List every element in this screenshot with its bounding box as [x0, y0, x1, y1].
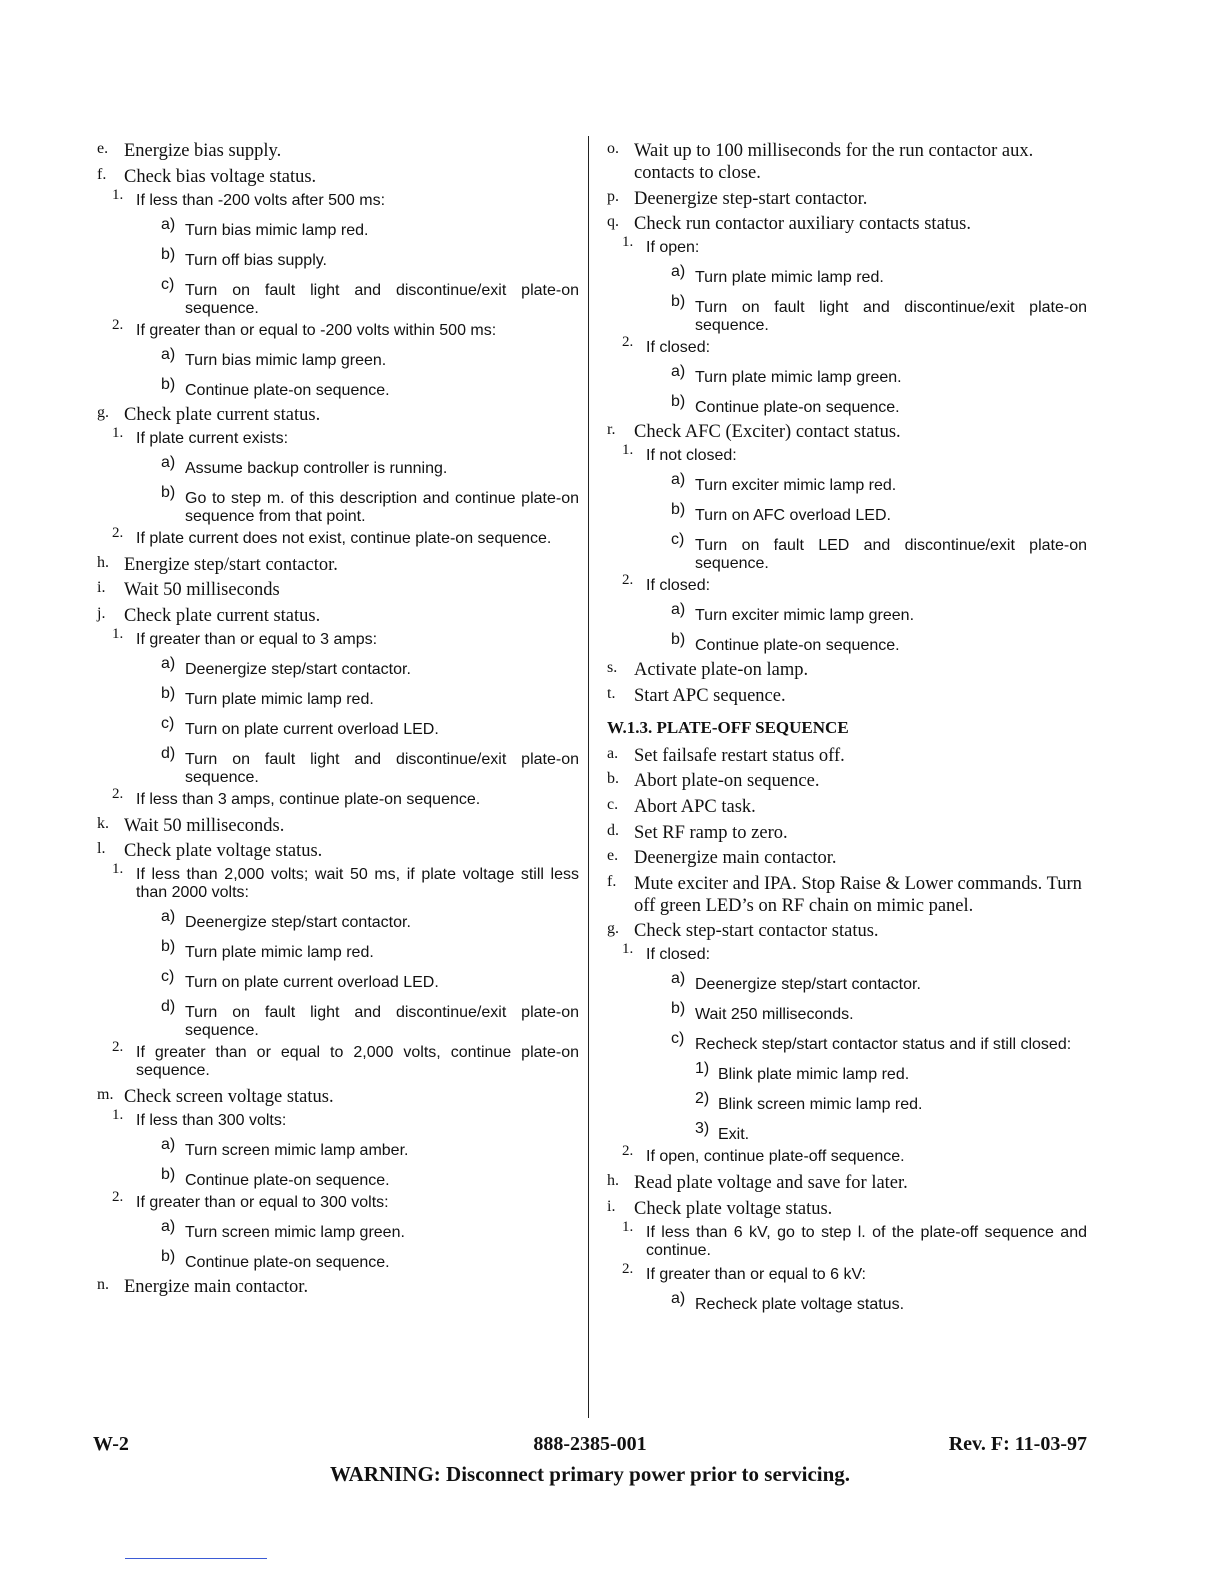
revision-date: Rev. F: 11-03-97	[948, 1433, 1087, 1455]
list-item	[607, 213, 1087, 235]
list-text: Deenergize step/start contactor.	[185, 914, 411, 932]
list-item	[607, 659, 1087, 681]
list-marker: b)	[671, 393, 686, 411]
list-marker: 1.	[622, 941, 634, 958]
list-marker: m.	[97, 1086, 114, 1104]
list-item	[97, 684, 579, 709]
list-text: Check plate voltage status.	[124, 841, 323, 862]
list-marker: 1.	[622, 442, 634, 459]
list-item	[97, 524, 579, 548]
list-text: If greater than or equal to 6 kV:	[646, 1265, 866, 1283]
list-marker: l.	[97, 840, 106, 858]
list-marker: a)	[161, 345, 176, 363]
list-item	[97, 424, 579, 448]
list-text: If plate current does not exist, continue plate-on sequence.	[136, 529, 552, 547]
list-item	[607, 1218, 1087, 1260]
list-text: Check plate voltage status.	[634, 1198, 833, 1219]
list-marker: 1.	[622, 234, 634, 251]
list-item	[97, 968, 579, 992]
list-text: If not closed:	[646, 447, 737, 465]
list-marker: 2.	[622, 1260, 634, 1277]
list-text: Activate plate-on lamp.	[634, 660, 809, 681]
list-marker: 1.	[112, 424, 124, 441]
list-item	[607, 770, 1087, 792]
list-marker: t.	[607, 684, 616, 702]
list-marker: g.	[607, 920, 619, 938]
list-marker: i.	[97, 579, 106, 597]
list-text: Read plate voltage and save for later.	[634, 1173, 908, 1194]
list-marker: a.	[607, 744, 619, 762]
list-marker: a)	[161, 1218, 176, 1236]
list-text: Wait 50 milliseconds.	[124, 815, 285, 836]
list-marker: b)	[161, 684, 176, 702]
list-marker: 2.	[622, 572, 634, 589]
list-item	[607, 572, 1087, 595]
right-column	[607, 140, 1087, 1318]
list-marker: c.	[607, 795, 619, 813]
list-marker: 2.	[112, 1189, 124, 1206]
list-text: If less than -200 volts after 500 ms:	[136, 191, 386, 209]
list-marker: a)	[671, 263, 686, 281]
list-text: Check screen voltage status.	[124, 1087, 334, 1108]
list-marker: b)	[671, 1000, 686, 1018]
list-item	[607, 442, 1087, 465]
list-text: Set RF ramp to zero.	[634, 822, 788, 843]
footer-link-underline	[125, 1558, 267, 1559]
list-item	[607, 685, 1087, 707]
list-item	[97, 375, 579, 400]
list-item	[97, 1166, 579, 1190]
list-item	[607, 140, 1087, 184]
list-item	[607, 847, 1087, 869]
list-item	[607, 920, 1087, 942]
list-marker: 2.	[112, 316, 124, 333]
list-item	[607, 1172, 1087, 1194]
page-number: W-2	[93, 1433, 129, 1455]
list-text: Turn plate mimic lamp red.	[185, 690, 374, 708]
list-text: Mute exciter and IPA. Stop Raise & Lower commands. Turn off green LED’s on RF chain on mimic panel.	[634, 873, 1082, 916]
list-text: Check bias voltage status.	[124, 166, 317, 187]
warning-notice: WARNING: Disconnect primary power prior to servicing.	[329, 1462, 851, 1486]
list-text: If greater than or equal to 3 amps:	[136, 630, 378, 648]
list-text: Wait 50 milliseconds	[124, 580, 280, 601]
list-marker: 1.	[112, 625, 124, 642]
list-marker: f.	[607, 872, 617, 890]
list-text: Check AFC (Exciter) contact status.	[634, 422, 901, 443]
list-marker: a)	[671, 471, 686, 489]
list-item	[607, 263, 1087, 287]
list-item	[607, 421, 1087, 443]
list-text: Start APC sequence.	[634, 685, 786, 706]
list-item	[97, 453, 579, 478]
list-marker: b)	[161, 1166, 176, 1184]
list-text: Check plate current status.	[124, 404, 321, 425]
list-marker: c)	[671, 1030, 685, 1048]
list-text: Blink plate mimic lamp red.	[718, 1066, 910, 1084]
list-marker: b)	[161, 375, 176, 393]
list-marker: b)	[671, 501, 686, 519]
list-text: Continue plate-on sequence.	[695, 399, 900, 417]
list-text: Wait up to 100 milliseconds for the run contactor aux. contacts to close.	[634, 141, 1034, 183]
list-item	[97, 861, 579, 902]
list-text: If less than 300 volts:	[136, 1112, 287, 1130]
list-text: Deenergize step/start contactor.	[185, 660, 411, 678]
list-text: Set failsafe restart status off.	[634, 745, 845, 766]
list-marker: c)	[161, 714, 175, 732]
list-marker: 1.	[622, 1218, 634, 1235]
list-text: Abort APC task.	[634, 796, 756, 817]
list-item	[97, 579, 579, 601]
list-item	[607, 234, 1087, 257]
list-text: Turn plate mimic lamp red.	[185, 944, 374, 962]
list-text: Continue plate-on sequence.	[185, 381, 390, 399]
list-marker: 2.	[622, 334, 634, 351]
list-text: Turn on plate current overload LED.	[185, 974, 439, 992]
list-item	[97, 1136, 579, 1160]
list-text: Blink screen mimic lamp red.	[718, 1096, 923, 1114]
list-marker: d.	[607, 821, 619, 839]
list-item	[607, 1143, 1087, 1166]
list-marker: q.	[607, 213, 619, 231]
list-text: Deenergize main contactor.	[634, 848, 837, 869]
list-item	[97, 714, 579, 739]
list-item	[607, 796, 1087, 818]
document-number: 888-2385-001	[533, 1433, 647, 1455]
list-item	[97, 215, 579, 240]
list-text: Turn on fault light and discontinue/exit plate-on sequence.	[185, 750, 579, 786]
list-text: Turn screen mimic lamp amber.	[185, 1142, 409, 1160]
list-marker: 1.	[112, 1107, 124, 1124]
list-text: Assume backup controller is running.	[185, 459, 448, 477]
list-text: Check run contactor auxiliary contacts status.	[634, 214, 972, 235]
list-item	[607, 393, 1087, 417]
list-item	[607, 293, 1087, 335]
list-item	[97, 605, 579, 627]
list-text: Turn exciter mimic lamp green.	[695, 607, 915, 625]
list-text: Energize bias supply.	[124, 141, 282, 161]
list-marker: d)	[161, 744, 176, 762]
list-item	[97, 1218, 579, 1242]
list-text: If greater than or equal to 2,000 volts, continue plate-on sequence.	[136, 1044, 579, 1080]
list-marker: a)	[161, 654, 176, 672]
list-marker: j.	[97, 604, 106, 622]
list-item	[607, 531, 1087, 573]
list-item	[97, 654, 579, 679]
list-item	[607, 1030, 1087, 1054]
list-text: Turn plate mimic lamp green.	[695, 369, 902, 387]
list-text: Wait 250 milliseconds.	[695, 1006, 854, 1024]
list-item	[97, 1276, 579, 1298]
list-text: If closed:	[646, 946, 711, 964]
list-marker: n.	[97, 1276, 109, 1294]
list-marker: 2.	[112, 1039, 124, 1056]
list-marker: g.	[97, 403, 109, 421]
list-item	[607, 745, 1087, 767]
list-item	[607, 1260, 1087, 1284]
list-marker: e.	[97, 140, 109, 157]
list-text: Turn bias mimic lamp red.	[185, 221, 369, 239]
list-item	[97, 166, 579, 188]
list-marker: b)	[161, 483, 176, 501]
list-text: Abort plate-on sequence.	[634, 771, 820, 792]
list-item	[97, 998, 579, 1040]
list-text: Check plate current status.	[124, 605, 321, 626]
list-marker: b)	[161, 245, 176, 263]
list-item	[97, 1107, 579, 1130]
list-marker: b.	[607, 770, 619, 788]
list-marker: a)	[671, 970, 686, 988]
list-item	[97, 938, 579, 962]
list-marker: a)	[671, 363, 686, 381]
list-text: Continue plate-on sequence.	[185, 1254, 390, 1272]
list-marker: b)	[671, 631, 686, 649]
column-divider	[588, 136, 589, 1418]
list-item	[97, 1039, 579, 1080]
list-marker: c)	[671, 531, 685, 549]
list-text: Recheck step/start contactor status and if still closed:	[695, 1036, 1072, 1054]
list-marker: a)	[161, 215, 176, 233]
list-item	[607, 1289, 1087, 1314]
list-marker: s.	[607, 659, 618, 677]
list-text: Turn plate mimic lamp red.	[695, 269, 884, 287]
list-text: If less than 2,000 volts; wait 50 ms, if plate voltage still less than 2000 volts:	[136, 866, 579, 902]
list-item	[607, 188, 1087, 210]
list-marker: 2.	[112, 785, 124, 802]
list-text: If greater than or equal to 300 volts:	[136, 1194, 389, 1212]
list-item	[97, 186, 579, 210]
list-text: Turn off bias supply.	[185, 251, 327, 269]
list-text: Deenergize step/start contactor.	[695, 976, 921, 994]
list-marker: 1)	[695, 1060, 710, 1078]
list-text: If closed:	[646, 339, 711, 357]
list-marker: 2)	[695, 1090, 710, 1108]
list-text: Continue plate-on sequence.	[185, 1172, 390, 1190]
list-item	[97, 908, 579, 932]
list-marker: e.	[607, 847, 619, 865]
list-item	[607, 1060, 1087, 1084]
list-item	[97, 554, 579, 576]
list-item	[607, 334, 1087, 357]
list-text: If less than 6 kV, go to step l. of the plate-off sequence and continue.	[646, 1223, 1087, 1259]
list-item	[607, 970, 1087, 994]
list-marker: a)	[161, 908, 176, 926]
list-marker: d)	[161, 998, 176, 1016]
list-marker: 1.	[112, 861, 124, 878]
list-text: If closed:	[646, 577, 711, 595]
list-marker: a)	[671, 1289, 686, 1307]
list-item	[607, 1090, 1087, 1114]
section-heading: W.1.3. PLATE-OFF SEQUENCE	[607, 717, 849, 737]
list-text: Turn screen mimic lamp green.	[185, 1224, 405, 1242]
list-text: Energize main contactor.	[124, 1277, 309, 1298]
list-text: If plate current exists:	[136, 429, 289, 447]
list-text: Check step-start contactor status.	[634, 921, 879, 942]
list-text: If open, continue plate-off sequence.	[646, 1148, 905, 1166]
list-marker: 1.	[112, 186, 124, 203]
list-item	[97, 625, 579, 649]
list-text: Turn exciter mimic lamp red.	[695, 477, 897, 495]
list-item	[97, 316, 579, 340]
list-item	[607, 1120, 1087, 1144]
list-text: Recheck plate voltage status.	[695, 1295, 905, 1313]
list-item	[97, 1248, 579, 1272]
list-text: Exit.	[718, 1126, 750, 1144]
list-item	[97, 840, 579, 862]
left-column	[97, 140, 579, 1302]
list-item	[607, 1198, 1087, 1220]
list-item	[607, 941, 1087, 964]
list-item	[607, 471, 1087, 495]
list-marker: 3)	[695, 1120, 710, 1138]
list-item	[97, 815, 579, 837]
list-item	[97, 404, 579, 426]
list-item	[97, 744, 579, 787]
list-text: If greater than or equal to -200 volts within 500 ms:	[136, 321, 497, 339]
list-item	[97, 245, 579, 270]
list-marker: i.	[607, 1197, 616, 1215]
list-marker: h.	[97, 553, 109, 571]
list-text: Turn on fault light and discontinue/exit plate-on sequence.	[695, 299, 1087, 335]
list-marker: b)	[161, 938, 176, 956]
list-marker: 2.	[622, 1143, 634, 1160]
list-text: Continue plate-on sequence.	[695, 637, 900, 655]
list-marker: k.	[97, 814, 109, 832]
list-marker: h.	[607, 1172, 619, 1190]
list-marker: a)	[671, 601, 686, 619]
list-item	[97, 785, 579, 809]
list-text: Turn on fault light and discontinue/exit plate-on sequence.	[185, 281, 579, 317]
list-item	[607, 1000, 1087, 1024]
list-text: Turn on plate current overload LED.	[185, 720, 439, 738]
list-text: Energize step/start contactor.	[124, 554, 338, 575]
list-marker: f.	[97, 165, 107, 183]
list-item	[607, 601, 1087, 625]
list-text: Turn on AFC overload LED.	[695, 507, 891, 525]
list-text: Turn on fault light and discontinue/exit plate-on sequence.	[185, 1004, 579, 1040]
list-marker: b)	[161, 1248, 176, 1266]
list-marker: p.	[607, 187, 619, 205]
list-marker: o.	[607, 140, 619, 157]
list-item	[97, 1086, 579, 1108]
list-text: Go to step m. of this description and continue plate-on sequence from that point.	[185, 489, 579, 525]
list-marker: a)	[161, 1136, 176, 1154]
list-item	[607, 501, 1087, 525]
list-item	[97, 345, 579, 370]
list-marker: b)	[671, 293, 686, 311]
list-item	[97, 275, 579, 318]
list-marker: r.	[607, 421, 616, 439]
list-text: If less than 3 amps, continue plate-on sequence.	[136, 790, 481, 808]
list-item	[607, 631, 1087, 655]
list-item	[607, 363, 1087, 387]
list-text: Deenergize step-start contactor.	[634, 188, 868, 209]
list-item	[607, 873, 1087, 917]
list-item	[97, 1189, 579, 1212]
list-item	[97, 140, 579, 162]
list-marker: c)	[161, 968, 175, 986]
list-marker: 2.	[112, 524, 124, 541]
list-marker: c)	[161, 275, 175, 293]
list-text: Turn on fault LED and discontinue/exit plate-on sequence.	[695, 537, 1087, 573]
list-text: If open:	[646, 239, 700, 257]
list-item	[97, 483, 579, 526]
list-item	[607, 822, 1087, 844]
list-marker: a)	[161, 453, 176, 471]
list-text: Turn bias mimic lamp green.	[185, 351, 387, 369]
